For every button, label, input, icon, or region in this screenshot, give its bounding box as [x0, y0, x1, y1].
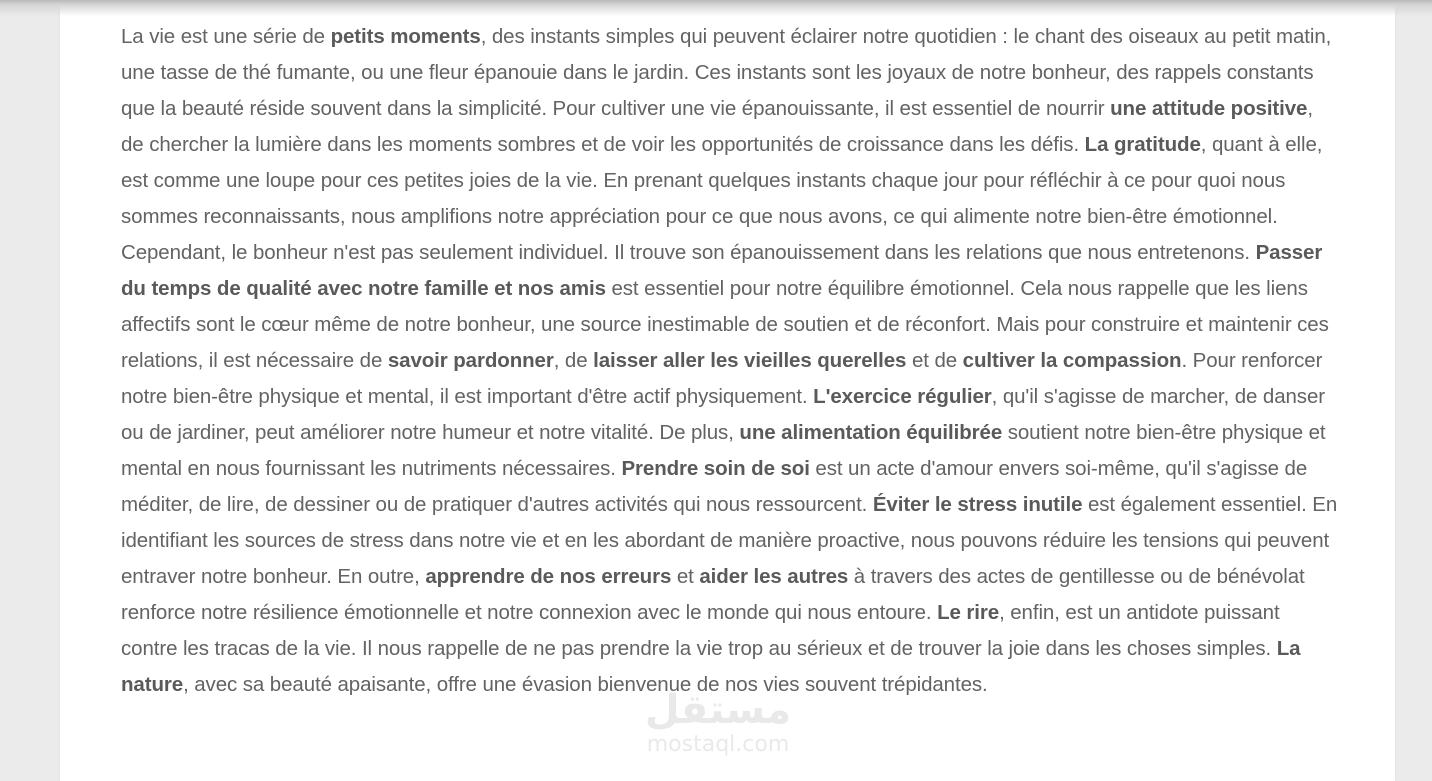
bold-phrase: savoir pardonner	[387, 349, 554, 372]
text-run: La vie est une série de	[121, 25, 331, 48]
bold-phrase: Le rire	[937, 601, 1000, 624]
text-run: est essentiel pour notre équilibre émotionnel. Cela nous rappelle que les liens affectifs sont le cœur même de notre bonheur, une source inestimable de soutien et de réconfort. Mais pour construire et maintenir ces relations, il est nécessaire de	[121, 277, 1329, 372]
bold-phrase: une attitude positive	[1110, 97, 1308, 120]
text-run: , des instants simples qui peuvent éclairer notre quotidien : le chant des oiseaux au petit matin, une tasse de thé fumante, ou une fleur épanouie dans le jardin. Ces instants sont les joyaux de notre bonheur, des rappels constants que la beauté réside souvent dans la simplicité. Pour cultiver une vie épanouissante, il est essentiel de nourrir	[121, 25, 1332, 120]
text-run: , qu'il s'agisse de marcher, de danser ou de jardiner, peut améliorer notre humeur et notre vitalité. De plus,	[121, 385, 1325, 444]
bold-phrase: Passer du temps de qualité avec notre famille et nos amis	[121, 241, 1323, 300]
bold-phrase: petits moments	[330, 25, 481, 48]
article-text	[121, 19, 1341, 703]
bold-phrase: aider les autres	[699, 565, 849, 588]
text-run: . Pour renforcer notre bien-être physique et mental, il est important d'être actif physiquement.	[121, 349, 1323, 408]
bold-phrase: Éviter le stress inutile	[872, 493, 1083, 516]
text-run: , avec sa beauté apaisante, offre une évasion bienvenue de nos vies souvent trépidantes.	[183, 673, 988, 696]
text-run: , de chercher la lumière dans les moments sombres et de voir les opportunités de croissance dans les défis.	[121, 97, 1313, 156]
bold-phrase: L'exercice régulier	[813, 385, 992, 408]
bold-phrase: La nature	[121, 637, 1301, 696]
text-run: est un acte d'amour envers soi-même, qu'il s'agisse de méditer, de lire, de dessiner ou de pratiquer d'autres activités qui nous ressourcent.	[121, 457, 1308, 516]
bold-phrase: La gratitude	[1084, 133, 1201, 156]
text-run: , de	[553, 349, 594, 372]
text-run: est également essentiel. En identifiant les sources de stress dans notre vie et en les abordant de manière proactive, nous pouvons réduire les tensions qui peuvent entraver notre bonheur. En outre,	[121, 493, 1338, 588]
bold-phrase: cultiver la compassion	[962, 349, 1182, 372]
text-run: , quant à elle, est comme une loupe pour ces petites joies de la vie. En prenant quelques instants chaque jour pour réfléchir à ce pour quoi nous sommes reconnaissants, nous amplifions notre appréciation pour ce que nous avons, ce qui alimente notre bien-être émotionnel. Cependant, le bonheur n'est pas seulement individuel. Il trouve son épanouissement dans les relations que nous entretenons.	[121, 133, 1323, 264]
text-run: soutient notre bien-être physique et mental en nous fournissant les nutriments nécessaires.	[121, 421, 1326, 480]
bold-phrase: Prendre soin de soi	[621, 457, 810, 480]
text-run: et	[671, 565, 700, 588]
text-run: et de	[906, 349, 963, 372]
bold-phrase: apprendre de nos erreurs	[425, 565, 672, 588]
text-run: , enfin, est un antidote puissant contre les tracas de la vie. Il nous rappelle de ne pas prendre la vie trop au sérieux et de trouver la joie dans les choses simples.	[121, 601, 1280, 660]
text-run: à travers des actes de gentillesse ou de bénévolat renforce notre résilience émotionnelle et notre connexion avec le monde qui nous entoure.	[121, 565, 1305, 624]
bold-phrase: laisser aller les vieilles querelles	[593, 349, 907, 372]
bold-phrase: une alimentation équilibrée	[739, 421, 1003, 444]
